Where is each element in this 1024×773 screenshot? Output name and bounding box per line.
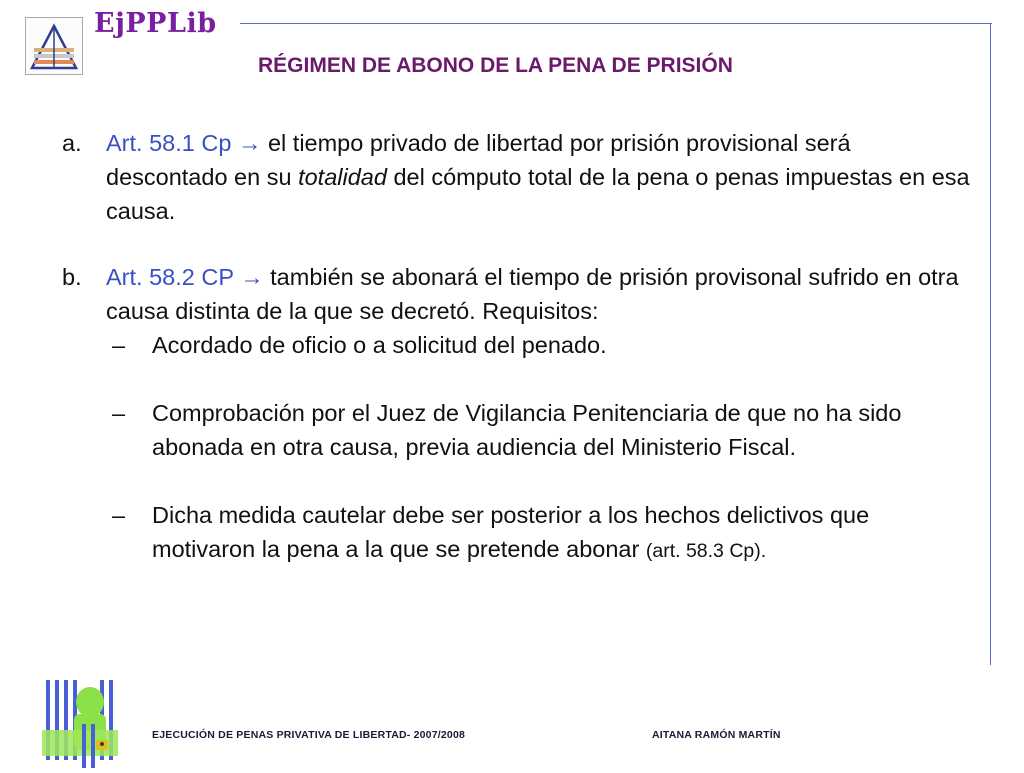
article-citation: (art. 58.3 Cp). [645,540,767,562]
emphasis-text: totalidad [298,164,387,190]
list-item-text [106,126,972,228]
sub-item [112,328,972,362]
sub-item [112,396,972,464]
footer-course-title: EJECUCIÓN DE PENAS PRIVATIVA DE LIBERTAD- 2007/2008 [152,729,466,741]
item-text-segment: el tiempo privado de libertad por prisión provisional será descontado en su [106,130,851,190]
list-item-b [62,260,972,328]
footer-author: AITANA RAMÓN MARTÍN [652,729,781,741]
slide-title: RÉGIMEN DE ABONO DE LA PENA DE PRISIÓN [258,54,733,77]
sub-item-text: Comprobación por el Juez de Vigilancia Penitenciaria de que no ha sido abonada en otra causa, previa audiencia del Ministerio Fiscal. [152,400,902,460]
list-item-a [62,126,972,228]
article-reference: Art. 58.2 CP → [106,264,264,290]
sub-item-text [152,498,972,568]
dash-marker: – [112,400,126,426]
article-reference: Art. 58.1 Cp → [106,130,262,156]
slide-content [62,126,972,568]
item-text-segment: también se abonará el tiempo de prisión provisonal sufrido en otra causa distinta de la que se decretó. Requisitos: [106,264,959,324]
header-rule [240,23,992,24]
dash-marker: – [112,332,126,358]
right-border-rule [990,23,991,665]
sub-item-text: Acordado de oficio o a solicitud del penado. [152,332,607,358]
sub-item [112,498,972,568]
list-marker: a. [62,130,82,156]
university-logo-icon [25,17,83,75]
list-item-text [106,260,972,328]
brand-logo-text: EjPPLib [94,8,217,39]
prison-bars-figure-icon [40,680,120,768]
list-marker: b. [62,264,82,290]
item-text-segment: del cómputo total de la pena o penas impuestas en esa causa. [106,164,970,224]
dash-marker: – [112,502,126,528]
item-text-segment: Dicha medida cautelar debe ser posterior a los hechos delictivos que motivaron la pena a la que se pretende abonar [152,502,870,562]
